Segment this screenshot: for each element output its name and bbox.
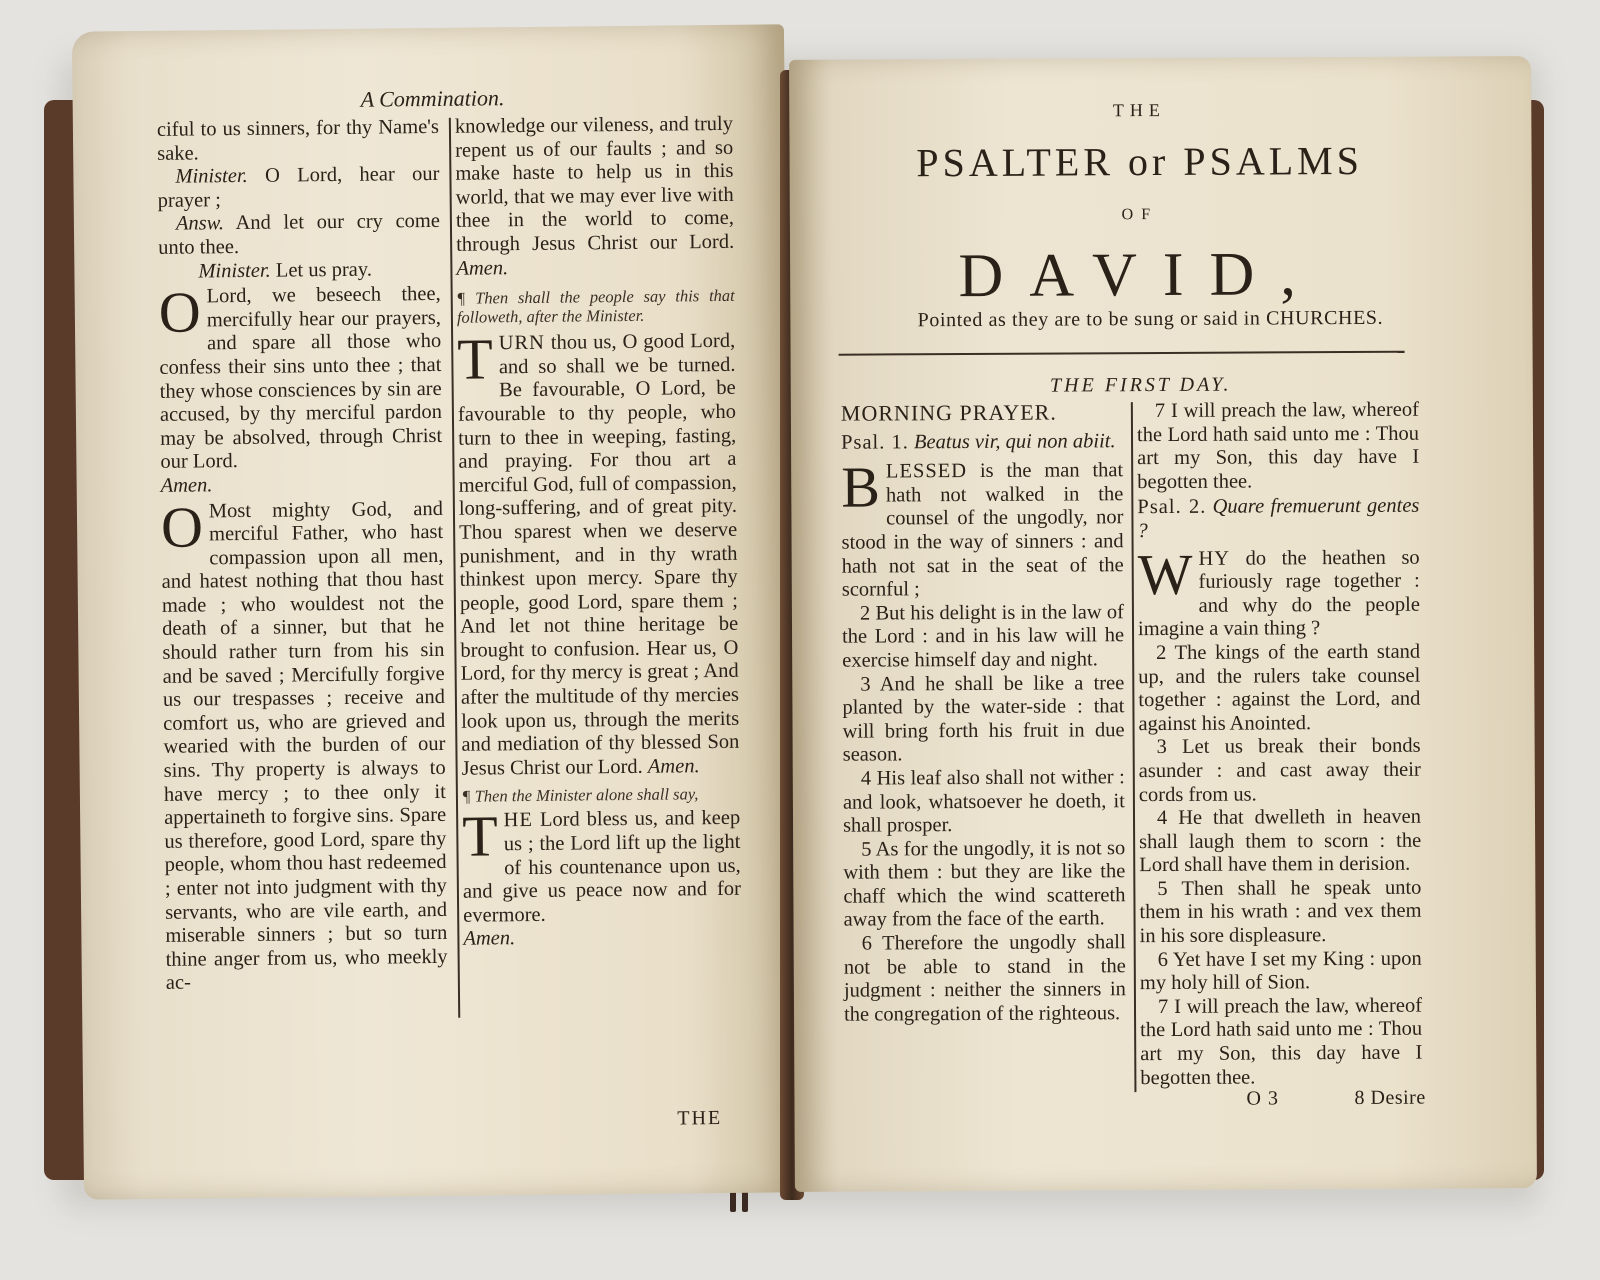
psalm-verse: 6 Yet have I set my King : upon my holy hill of Sion. bbox=[1139, 947, 1422, 995]
psalm-heading: Psal. 2. Quare fremuerunt gentes ? bbox=[1137, 495, 1420, 543]
title-david: DAVID, bbox=[958, 240, 1322, 311]
right-page bbox=[789, 56, 1537, 1192]
psalm-verse: 7 I will preach the law, whereof the Lord hath said unto me : Thou art my Son, this day have I begotten thee. bbox=[1140, 994, 1423, 1089]
prayer-continuation: knowledge our vileness, and truly repent us of our faults ; and so make haste to help us in this world, that we may ever live with thee in the world to come, through Jesus Christ our Lord. Amen. bbox=[454, 112, 735, 280]
left-column-1 bbox=[157, 116, 448, 996]
catchword: THE bbox=[677, 1107, 723, 1130]
continuation-text: ciful to us sinners, for thy Name's sake. bbox=[156, 115, 440, 165]
column-rule bbox=[1131, 402, 1136, 1092]
title-main: PSALTER or PSALMS bbox=[916, 137, 1364, 186]
response: Answ. And let our cry come unto thee. bbox=[158, 210, 441, 259]
right-column-1 bbox=[841, 400, 1126, 1027]
psalm-verse: 5 Then shall he speak unto them in his wrath : and vex them in his sore displeasure. bbox=[1139, 876, 1422, 948]
prayer-paragraph: O Most mighty God, and merciful Father, who hast compassion upon all men, and hatest nothing that thou hast made ; who wouldest not the death of a sinner, but that he should rather turn from his sin and be saved ; Mercifully forgive us our trespasses ; receive and comfort us, who are grieved and wearied with the burden of our sins. Thy property is always to have mercy ; to thee only it appertaineth to forgive sins. Spare us therefore, good Lord, spare thy people, whom thou hast redeemed ; enter not into judgment with thy servants, who are vile earth, and miserable sinners ; but so turn thine anger from us, who meekly ac- bbox=[160, 493, 448, 995]
prayer-paragraph: TURN thou us, O good Lord, and so shall we be turned. Be favourable, O Lord, be favourable to thy people, who turn to thee in weeping, fasting, and praying. For thou art a merciful God, full of compassion, long-suffering, and of great pity. Thou sparest when we deserve punishment, and in thy wrath thinkest upon mercy. Spare thy people, good Lord, spare them ; And let not thine heritage be brought to confusion. Hear us, O Lord, for thy mercy is great ; And after the multitude of thy mercies look upon us, through the merits and mediation of thy blessed Son Jesus Christ our Lord. Amen. bbox=[457, 326, 740, 780]
psalm-verse: 3 Let us break their bonds asunder : and cast away their cords from us. bbox=[1138, 734, 1421, 806]
psalm-verse: 3 And he shall be like a tree planted by the water-side : that will bring forth his fruit in due season. bbox=[842, 671, 1125, 766]
psalm-verse: BLESSED is the man that hath not walked in the counsel of the ungodly, nor stood in the way of sinners : and hath not sat in the seat of the scornful ; bbox=[841, 454, 1124, 601]
drop-cap: O bbox=[160, 493, 204, 560]
psalm-verse: 2 But his delight is in the law of the Lord : and in his law will he exercise himself day and night. bbox=[842, 600, 1125, 672]
psalm-verse: 6 Therefore the ungodly shall not be able to stand in the judgment : neither the sinners in the congregation of the righteous. bbox=[843, 931, 1126, 1026]
left-page bbox=[72, 24, 796, 1199]
psalm-verse: WHY do the heathen so furiously rage together : and why do the people imagine a vain thing ? bbox=[1137, 541, 1420, 641]
drop-cap: T bbox=[457, 326, 494, 392]
psalm-verse: 4 His leaf also shall not wither : and look, whatsoever he doeth, it shall prosper. bbox=[842, 766, 1125, 837]
versicle: Minister. O Lord, hear our prayer ; bbox=[157, 163, 440, 212]
psalm-verse: 7 I will preach the law, whereof the Lord hath said unto me : Thou art my Son, this day have I begotten thee. bbox=[1136, 398, 1420, 493]
prayer-paragraph: O Lord, we beseech thee, mercifully hear our prayers, and spare all those who confess their sins unto thee ; that they whose consciences by sin are accused, by thy merciful pardon may be absolved, through Christ our Lord. Amen. bbox=[158, 279, 443, 497]
right-column-2 bbox=[1137, 399, 1423, 1091]
blessing-paragraph: THE Lord bless us, and keep us ; the Lord lift up the light of his countenance upon us, and give us peace now and for evermore. Amen. bbox=[462, 803, 742, 951]
signature-mark: O 3 bbox=[1246, 1087, 1279, 1110]
title-the: THE bbox=[1112, 99, 1166, 121]
title-of: OF bbox=[1121, 206, 1159, 224]
section-heading: MORNING PRAYER. bbox=[840, 399, 1057, 426]
title-subtitle: Pointed as they are to be sung or said in CHURCHES. bbox=[917, 306, 1384, 332]
drop-cap: W bbox=[1137, 541, 1193, 607]
psalm-verse: 4 He that dwelleth in heaven shall laugh them to scorn : the Lord shall have them in derision. bbox=[1139, 805, 1422, 877]
drop-cap: T bbox=[462, 803, 499, 870]
day-heading: THE FIRST DAY. bbox=[1049, 373, 1232, 397]
psalm-verse: 2 The kings of the earth stand up, and the rulers take counsel together : against the Lord, and against his Anointed. bbox=[1138, 640, 1421, 735]
rubric: ¶ Then shall the people say this that followeth, after the Minister. bbox=[456, 285, 735, 327]
versicle: Minister. Let us pray. bbox=[198, 258, 372, 283]
drop-cap: O bbox=[158, 279, 202, 346]
left-column-2 bbox=[455, 113, 742, 952]
rubric: ¶ Then the Minister alone shall say, bbox=[461, 784, 699, 807]
drop-cap: B bbox=[841, 454, 881, 520]
catchword: 8 Desire bbox=[1354, 1086, 1426, 1110]
psalm-verse: 5 As for the ungodly, it is not so with them : but they are like the chaff which the wind scattereth away from the face of the earth. bbox=[843, 836, 1126, 932]
running-head: A Commination. bbox=[360, 85, 505, 112]
title-rule bbox=[839, 351, 1405, 356]
psalm-heading: Psal. 1. Beatus vir, qui non abiit. bbox=[840, 429, 1116, 454]
